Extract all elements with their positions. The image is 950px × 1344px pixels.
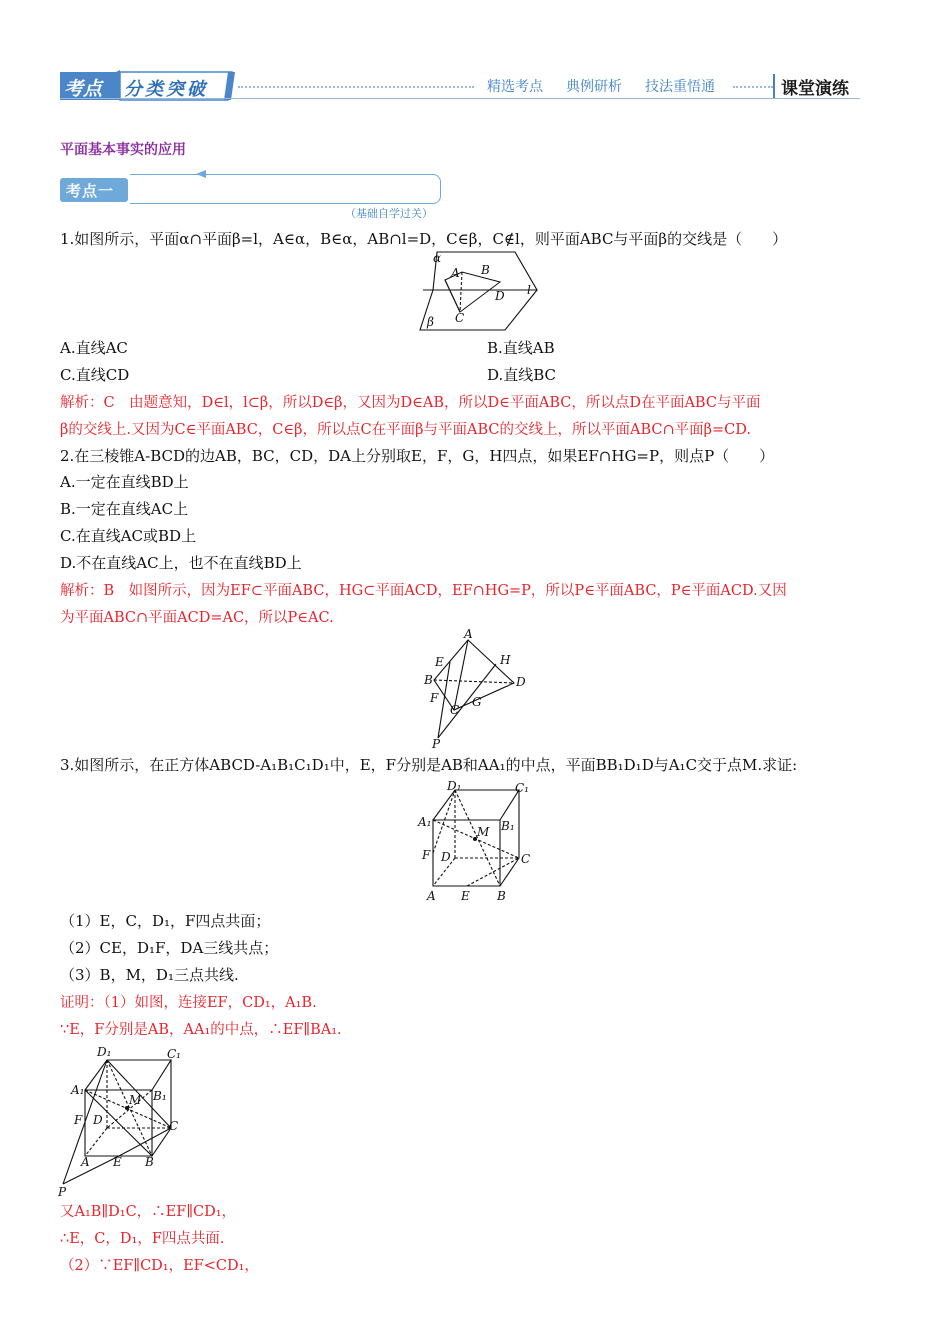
- q3-proof-fig-label-B: B: [145, 1155, 154, 1169]
- q3-fig-label-C1: C₁: [515, 781, 529, 795]
- header-divider: [773, 74, 775, 98]
- q2-fig-label-C: C: [450, 703, 460, 717]
- q2-option-d: D.不在直线AC上，也不在直线BD上: [60, 554, 302, 572]
- q3-fig-label-F: F: [422, 848, 431, 862]
- q3-stem: 3.如图所示，在正方体ABCD-A₁B₁C₁D₁中，E，F分别是AB和AA₁的中点，平面BB₁D₁D与A₁C交于点M.求证:: [60, 756, 798, 774]
- q3-proof-line5: （2）∵EF∥CD₁，EF<CD₁，: [60, 1258, 259, 1274]
- q3-fig-label-B: B: [497, 889, 506, 903]
- q1-fig-label-beta: β: [427, 315, 434, 329]
- header-dotted-rule: [238, 86, 474, 88]
- q3-fig-label-M: M: [477, 825, 490, 839]
- q2-option-c: C.在直线AC或BD上: [60, 527, 197, 545]
- q2-stem: 2.在三棱锥A-BCD的边AB，BC，CD，DA上分别取E，F，G，H四点，如果EF∩HG=P，则点P（ ）: [60, 447, 775, 465]
- q1-fig-label-alpha: α: [433, 251, 442, 265]
- nav-tab-classroom-practice[interactable]: 课堂演练: [781, 79, 849, 99]
- q3-proof-line4: ∴E，C，D₁，F四点共面.: [60, 1231, 225, 1247]
- q2-answer-line2: 为平面ABC∩平面ACD=AC，所以P∈AC.: [60, 610, 334, 626]
- q3-proof-figure: [55, 1042, 185, 1198]
- q1-stem: 1.如图所示，平面α∩平面β=l，A∈α，B∈α，AB∩l=D，C∈β，C∉l，则平面ABC与平面β的交线是（ ）: [60, 230, 788, 248]
- q3-proof-fig-label-A1: A₁: [71, 1083, 85, 1097]
- header-badge-right: 分类突破: [124, 79, 208, 100]
- header-dotted-rule-2: [733, 86, 773, 88]
- q1-fig-label-A: A: [451, 266, 460, 280]
- section-title: 平面基本事实的应用: [60, 142, 186, 158]
- q2-fig-label-H: H: [500, 653, 511, 667]
- q1-fig-label-l: l: [527, 283, 531, 297]
- kaodian-label: 考点一: [66, 182, 115, 200]
- q1-option-d: D.直线BC: [487, 366, 557, 384]
- header-underline: [60, 98, 860, 99]
- q3-proof-fig-label-C: C: [169, 1119, 179, 1133]
- q3-part-1: （1）E，C，D₁，F四点共面；: [60, 912, 271, 930]
- q2-fig-label-A: A: [464, 628, 473, 641]
- q3-proof-line2: ∵E，F分别是AB，AA₁的中点，∴EF∥BA₁.: [60, 1022, 342, 1038]
- q3-proof-fig-label-P: P: [58, 1185, 67, 1198]
- q1-fig-label-D: D: [495, 289, 505, 303]
- q3-proof-fig-label-E: E: [113, 1155, 122, 1169]
- q3-fig-label-D1: D₁: [447, 779, 462, 793]
- q2-option-b: B.一定在直线AC上: [60, 500, 189, 518]
- q2-fig-label-G: G: [472, 695, 482, 709]
- nav-tab-examples[interactable]: 典例研析: [566, 79, 622, 95]
- q3-cube-figure: [415, 778, 540, 906]
- q2-answer-line1: 解析：B 如图所示，因为EF⊂平面ABC，HG⊂平面ACD，EF∩HG=P，所以P∈平面ABC，P∈平面ACD.又因: [60, 583, 787, 599]
- q3-part-3: （3）B，M，D₁三点共线.: [60, 966, 239, 984]
- q3-proof-fig-label-C1: C₁: [167, 1047, 181, 1061]
- q1-figure: [415, 250, 540, 332]
- q3-proof-fig-label-A: A: [81, 1155, 90, 1169]
- q3-fig-label-A1: A₁: [418, 815, 432, 829]
- header-badge-left: 考点: [64, 78, 103, 100]
- q1-option-b: B.直线AB: [487, 339, 555, 357]
- q3-proof-fig-label-D1: D₁: [97, 1045, 112, 1059]
- q2-fig-label-D: D: [516, 675, 526, 689]
- q3-fig-label-B1: B₁: [501, 819, 515, 833]
- q2-option-a: A.一定在直线BD上: [60, 473, 189, 491]
- q1-option-c: C.直线CD: [60, 366, 130, 384]
- q3-fig-label-E: E: [461, 889, 470, 903]
- q2-fig-label-P: P: [432, 737, 441, 750]
- kaodian-frame: [130, 174, 441, 204]
- arrow-left-icon: [196, 169, 210, 179]
- q3-proof-fig-label-B1: B₁: [153, 1089, 167, 1103]
- q3-fig-label-A: A: [427, 889, 436, 903]
- q1-fig-label-C: C: [455, 311, 465, 325]
- q1-option-a: A.直线AC: [60, 339, 128, 357]
- kaodian-subtitle: （基础自学过关）: [345, 207, 433, 220]
- q2-fig-label-E: E: [435, 655, 444, 669]
- q3-fig-label-D: D: [441, 850, 451, 864]
- q2-fig-label-B: B: [424, 673, 433, 687]
- q3-proof-fig-label-F: F: [74, 1113, 83, 1127]
- q3-proof-fig-label-D: D: [93, 1113, 103, 1127]
- q3-proof-line3: 又A₁B∥D₁C，∴EF∥CD₁，: [60, 1204, 237, 1220]
- nav-tab-selected-points[interactable]: 精选考点: [487, 79, 543, 95]
- q3-proof-fig-label-M: M: [129, 1093, 142, 1107]
- nav-tab-techniques[interactable]: 技法重悟通: [645, 79, 715, 95]
- q1-answer-line2: β的交线上.又因为C∈平面ABC，C∈β，所以点C在平面β与平面ABC的交线上，所以平面ABC∩平面β=CD.: [60, 422, 751, 438]
- q2-fig-label-F: F: [430, 691, 439, 705]
- q1-answer-line1: 解析：C 由题意知，D∈l，l⊂β，所以D∈β，又因为D∈AB，所以D∈平面ABC，所以点D在平面ABC与平面: [60, 395, 761, 411]
- q3-fig-label-C: C: [521, 852, 531, 866]
- q2-figure: [420, 628, 535, 750]
- q3-proof-line1: 证明：（1）如图，连接EF，CD₁，A₁B.: [60, 995, 317, 1011]
- q1-fig-label-B: B: [481, 263, 490, 277]
- q3-part-2: （2）CE，D₁F，DA三线共点；: [60, 939, 279, 957]
